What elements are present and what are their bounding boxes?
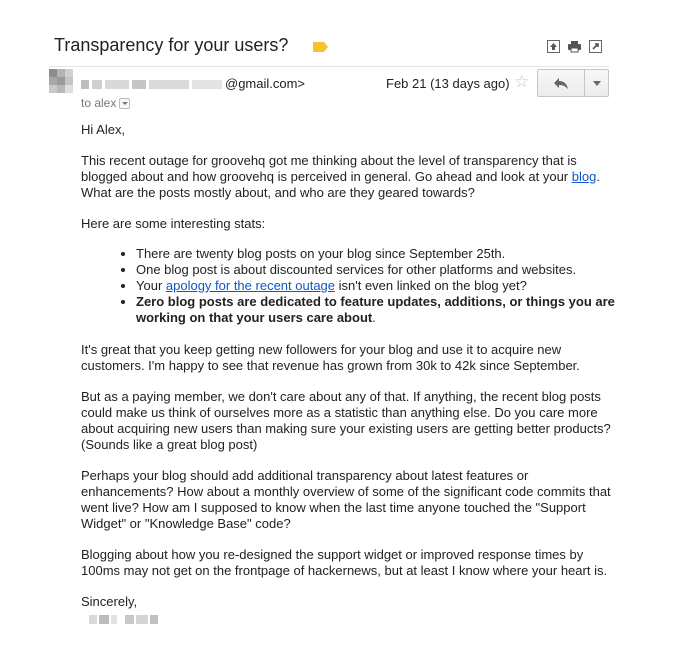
blurred-sender-text	[149, 80, 189, 89]
paragraph-text: This recent outage for groovehq got me thinking about the level of transparency that is blogged about and how groovehq is perceived in general. Go ahead and look at your	[81, 153, 577, 184]
paragraph-3: It's great that you keep getting new followers for your blog and use it to acquire new customers. I'm happy to see that revenue has grown from 30k to 42k since September.	[81, 342, 580, 373]
greeting: Hi Alex,	[81, 122, 126, 137]
blurred-sender-text	[92, 80, 102, 89]
paragraph-4: But as a paying member, we don't care about any of that. If anything, the recent blog posts could make us think of ourselves more as a statistic than anything else. Do you care more about acquiring new users than making sure your existing users are getting better products? (Sounds like a great blog post)	[81, 389, 611, 452]
blurred-sender-text	[192, 80, 222, 89]
list-item	[136, 294, 621, 326]
apology-link[interactable]: apology for the recent outage	[165, 278, 336, 293]
paragraph-5: Perhaps your blog should add additional transparency about latest features or enhancements? How about a monthly overview of some of the significant code commits that went live? How am I supposed to know when the last time anyone touched the "Support Widget" or "Knowledge Base" code?	[81, 468, 611, 531]
header-divider	[49, 66, 609, 67]
blurred-sender-text	[81, 80, 89, 89]
paragraph-6: Blogging about how you re-designed the support widget or improved response times by 100ms may not get on the frontpage of hackernews, but at least I know where your heart is.	[81, 547, 608, 578]
list-item-text: Your	[136, 278, 166, 293]
archive-icon[interactable]	[547, 40, 560, 53]
blurred-signature-block	[89, 615, 97, 624]
blurred-signature-block	[150, 615, 158, 624]
list-item-text: .	[372, 310, 376, 325]
stats-list	[81, 246, 621, 326]
subject-bar	[54, 35, 609, 59]
recipient-details-dropdown[interactable]	[119, 98, 130, 109]
sender-email-suffix: @gmail.com>	[225, 76, 306, 91]
blurred-signature-block	[125, 615, 134, 624]
blurred-signature-block	[99, 615, 109, 624]
recipient-line	[81, 96, 130, 110]
closing: Sincerely,	[81, 594, 138, 609]
star-icon[interactable]: ☆	[514, 72, 530, 91]
paragraph-1	[81, 153, 621, 201]
list-item	[136, 278, 621, 294]
reply-button[interactable]	[537, 69, 585, 97]
blurred-sender-text	[132, 80, 146, 89]
paragraph-text: . What are the posts mostly about, and who are they geared towards?	[81, 169, 600, 200]
more-options-button[interactable]	[584, 69, 609, 97]
recipient-text: to alex	[81, 96, 117, 110]
sender-avatar[interactable]	[49, 69, 73, 93]
chevron-down-icon	[593, 81, 601, 86]
email-subject: Transparency for your users?	[54, 35, 289, 55]
list-item-bold-text: Zero blog posts are dedicated to feature updates, additions, or things you are working on that your users care about	[136, 294, 615, 325]
blurred-signature	[89, 612, 160, 627]
reply-icon	[554, 78, 568, 89]
list-item: • One blog post is about discounted services for other platforms and websites.	[136, 262, 621, 278]
blurred-signature-block	[111, 615, 117, 624]
blog-link[interactable]: blog	[571, 169, 597, 184]
blurred-sender-text	[105, 80, 129, 89]
message-date: Feb 21 (13 days ago)	[386, 76, 510, 91]
message-toolbar	[547, 40, 602, 53]
new-window-icon[interactable]	[589, 40, 602, 53]
important-label-icon[interactable]	[313, 42, 328, 52]
list-item: • There are twenty blog posts on your blog since September 25th.	[136, 246, 621, 262]
stats-intro: Here are some interesting stats:	[81, 216, 266, 231]
list-item-text: isn't even linked on the blog yet?	[335, 278, 527, 293]
print-icon[interactable]	[568, 40, 581, 53]
message-body	[81, 122, 621, 625]
blurred-signature-block	[136, 615, 148, 624]
sender-address[interactable]	[81, 76, 305, 91]
